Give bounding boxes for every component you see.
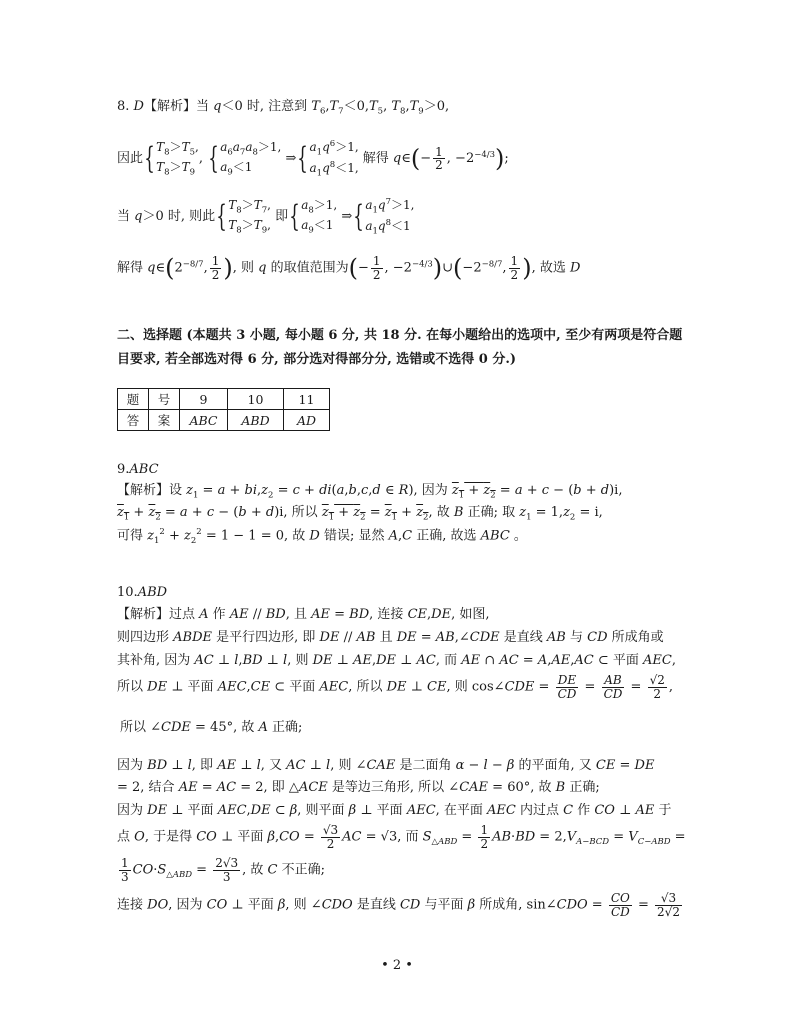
- q9-line-1: 【解析】设 $z_1 = a + bi,z_2 = c + di(a,b,c,d$ ∈ R), 因为 $z_1 + z_2 = a + c - (b + d)i$,: [117, 483, 623, 501]
- q10-line-10: $\frac{1}{3}$ $CO\cdot S_{\triangle ABD}$ = $\frac{2√3}{3}$ , 故 C 不正确;: [121, 856, 326, 884]
- table-cell: 10: [228, 389, 284, 410]
- q9-line-2: $z_1 + z_2 = a + c - (b + d)i$, 所以 $z_1 + z_2 = z_1 + z_2$, 故 B 正确; 取 $z_1 = 1,z_2 = i$,: [117, 505, 603, 523]
- q10-line-1: 【解析】过点 A 作 AE // BD, 且 AE = BD, 连接 CE,DE, 如图,: [117, 607, 490, 622]
- table-cell: 11: [284, 389, 330, 410]
- table-row: [118, 410, 330, 431]
- q10-line-2: 则四边形 ABDE 是平行四边形, 即 DE // AB 且 DE = AB,∠CDE 是直线 AB 与 CD 所成角或: [117, 630, 664, 645]
- table-cell: ABD: [228, 410, 284, 431]
- table-cell: 案: [149, 410, 180, 431]
- q8-line-1: 8. D【解析】当 q＜0 时, 注意到 $T_6,T_7<0,T_5$, $T_8,T_9>0$,: [117, 99, 450, 117]
- q10-title: 10.ABD: [117, 585, 168, 600]
- q9-title: 9.ABC: [117, 462, 159, 477]
- section2-heading-line-1: 二、选择题 (本题共 3 小题, 每小题 6 分, 共 18 分. 在每小题给出的选项中, 至少有两项是符合题: [117, 328, 683, 343]
- q8-line-2: 因此{$T_8>T_5$, $T_8>T_9$, {$a_6a_7a_8>1$, $a_9<1$ $\Rightarrow\{a_1q^6>1$, $a_1q^8<1$, 解得 q∈(− $\frac{1}{2}$ , $-2^{-4/3}$);: [117, 139, 509, 179]
- table-cell: 题: [118, 389, 149, 410]
- page-number: • 2 •: [381, 958, 413, 973]
- table-cell: 9: [180, 389, 228, 410]
- section2-heading-line-2: 目要求, 若全部选对得 6 分, 部分选对得部分分, 选错或不选得 0 分.): [117, 352, 517, 367]
- q8-line-4: 解得 $q\in(2^{-8/7}$, $\frac{1}{2}$ ), 则 q 的取值范围为(− $\frac{1}{2}$ , $-2^{-4/3})\cup(-2^{-8/7}$, $\frac{1}{2}$ ), 故选 D: [117, 254, 581, 283]
- q10-line-5: 所以 ∠CDE = 45°, 故 A 正确;: [120, 720, 303, 735]
- table-cell: ABC: [180, 410, 228, 431]
- q8-line-3: 当 q＞0 时, 则此{$T_8>T_7$, $T_8>T_9$, 即{$a_8>1$, $a_9<1$ $\Rightarrow\{a_1q^7>1$, $a_1q^8<1$: [117, 197, 415, 237]
- table-cell: AD: [284, 410, 330, 431]
- q10-line-9: 点 O, 于是得 CO ⊥ 平面 β,CO = $\frac{√3}{2}$ AC = √3, 而 $S_{\triangle ABD}$ = $\frac{1}{2}$ $AB\cdot BD = 2,V_{A-BCD} = V_{C-ABD}$ =: [117, 823, 686, 851]
- q10-line-7: = 2, 结合 AE = AC = 2, 即 △ACE 是等边三角形, 所以 ∠CAE = 60°, 故 B 正确;: [117, 780, 600, 795]
- q9-line-3: 可得 $z_1^2 + z_2^2 = 1 - 1 = 0$, 故 D 错误; 显然 A,C 正确, 故选 ABC 。: [117, 527, 527, 546]
- table-cell: 答: [118, 410, 149, 431]
- q10-line-6: 因为 BD ⊥ l, 即 AE ⊥ l, 又 AC ⊥ l, 则 ∠CAE 是二面角 α − l − β 的平面角, 又 CE = DE: [117, 758, 655, 773]
- table-row: [118, 389, 330, 410]
- q10-line-8: 因为 DE ⊥ 平面 AEC,DE ⊂ β, 则平面 β ⊥ 平面 AEC, 在平面 AEC 内过点 C 作 CO ⊥ AE 于: [117, 803, 672, 818]
- q10-line-4: 所以 DE ⊥ 平面 AEC,CE ⊂ 平面 AEC, 所以 DE ⊥ CE, 则 cos∠CDE = $\frac{DE}{CD}$ = $\frac{AB}{CD}$ = $\frac{√2}{2}$ ,: [117, 673, 673, 701]
- answer-table: [117, 388, 330, 431]
- table-cell: 号: [149, 389, 180, 410]
- q10-line-3: 其补角, 因为 AC ⊥ l,BD ⊥ l, 则 DE ⊥ AE,DE ⊥ AC, 而 AE ∩ AC = A,AE,AC ⊂ 平面 AEC,: [117, 653, 676, 668]
- q10-line-11: 连接 DO, 因为 CO ⊥ 平面 β, 则 ∠CDO 是直线 CD 与平面 β 所成角, sin∠CDO = $\frac{CO}{CD}$ = $\frac{√3}{2√2}$: [117, 891, 680, 919]
